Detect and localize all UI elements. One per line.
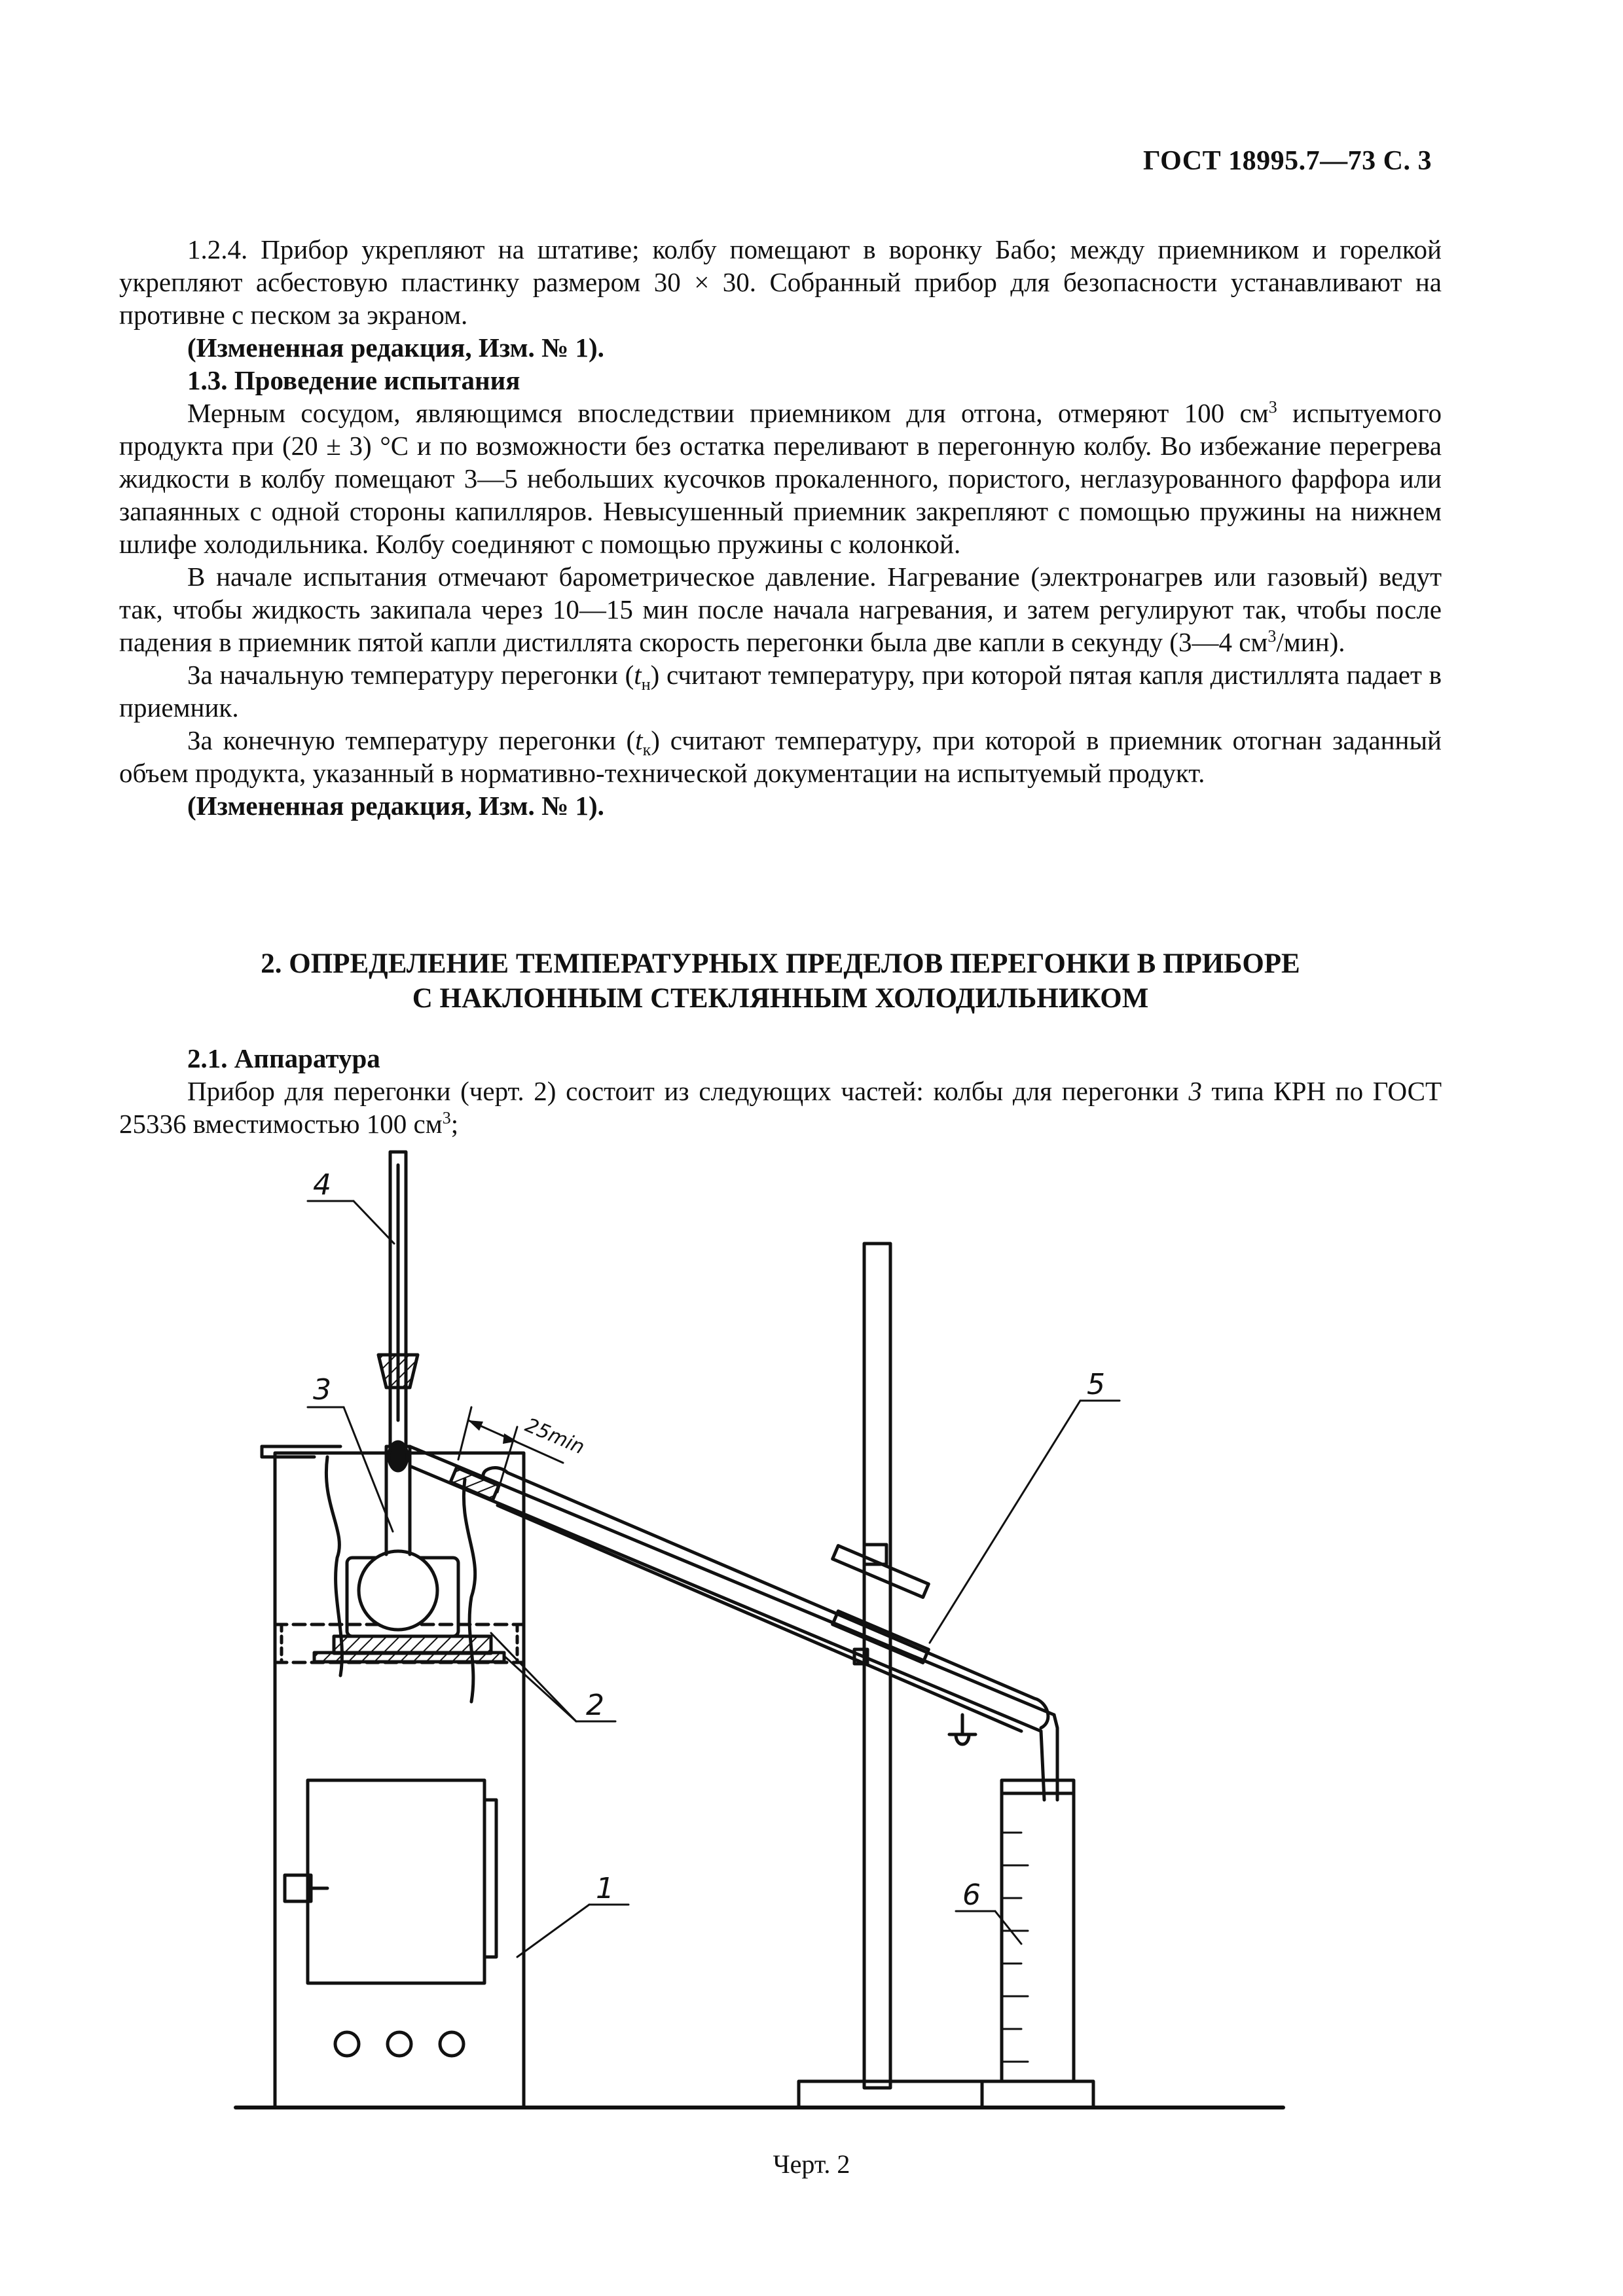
paragraph-1-3-c: За начальную температуру перегонки $(t_н)$ считают температуру, при которой пятая капля дистиллята падает в приемник. xyxy=(119,660,1442,723)
paragraph-1-3-a: Мерным сосудом, являющимся впоследствии приемником для отгона, отмеряют 100 $см^3$ испытуемого продукта при (20 ± 3) °С и по возможности без остатка переливают в перегонную колбу. Во избежание перегрева жидкости в колбу помещают 3—5 небольших кусочков прокаленного, пористого, неглазурованного фарфора или запаянных с одной стороны капилляров. Невысушенный приемник закрепляют с помощью пружины на нижнем шлифе холодильника. Колбу соединяют с помощью пружины с колонкой. xyxy=(119,397,1442,559)
callout-6: 6 xyxy=(962,1878,981,1912)
amendment-note: (Измененная редакция, Изм. № 1). xyxy=(187,332,604,363)
section-1-text xyxy=(119,233,1442,822)
paragraph-1-3-d: За конечную температуру перегонки $(t_к)$ считают температуру, при которой в приемник отогнан заданный объем продукта, указанный в нормативно-технической документации на испытуемый продукт. xyxy=(119,725,1442,788)
section-2-title: 2. ОПРЕДЕЛЕНИЕ ТЕМПЕРАТУРНЫХ ПРЕДЕЛОВ ПЕРЕГОНКИ В ПРИБОРЕ С НАКЛОННЫМ СТЕКЛЯННЫМ ХОЛОДИЛЬНИКОМ xyxy=(261,948,1300,1014)
paragraph-2-1: Прибор для перегонки (черт. 2) состоит из следующих частей: колбы для перегонки 3 типа КРН по ГОСТ 25336 вместимостью 100 $см^3$; xyxy=(119,1076,1442,1139)
heading-1-3: 1.3. Проведение испытания xyxy=(187,365,520,395)
figure-caption: Черт. 2 xyxy=(773,2149,850,2179)
paragraph-1-2-4: 1.2.4. Прибор укрепляют на штативе; колбу помещают в воронку Бабо; между приемником и горелкой укрепляют асбестовую пластинку размером 30 × 30. Собранный прибор для безопасности устанавливают на противне с песком за экраном. xyxy=(119,234,1442,330)
callout-2: 2 xyxy=(586,1689,604,1722)
callout-1: 1 xyxy=(596,1872,614,1905)
callout-4: 4 xyxy=(313,1168,331,1202)
paragraph-1-3-b: В начале испытания отмечают барометрическое давление. Нагревание (электронагрев или газовый) ведут так, чтобы жидкость закипала через 10—15 мин после начала нагревания, и затем регулируют так, чтобы после падения в приемник пятой капли дистиллята скорость перегонки была две капли в секунду (3—4 $см^3/мин$). xyxy=(119,562,1442,657)
page-header: ГОСТ 18995.7—73 С. 3 xyxy=(1142,146,1432,176)
distillation-apparatus-drawing xyxy=(210,1139,1296,2160)
amendment-note: (Измененная редакция, Изм. № 1). xyxy=(187,791,604,821)
dimension-label: 25min xyxy=(521,1414,588,1460)
callout-5: 5 xyxy=(1087,1368,1105,1401)
section-2-text xyxy=(119,1042,1442,1140)
housing-body xyxy=(262,1446,524,2108)
heading-2-1: 2.1. Аппаратура xyxy=(187,1043,380,1073)
callout-3: 3 xyxy=(313,1373,331,1407)
